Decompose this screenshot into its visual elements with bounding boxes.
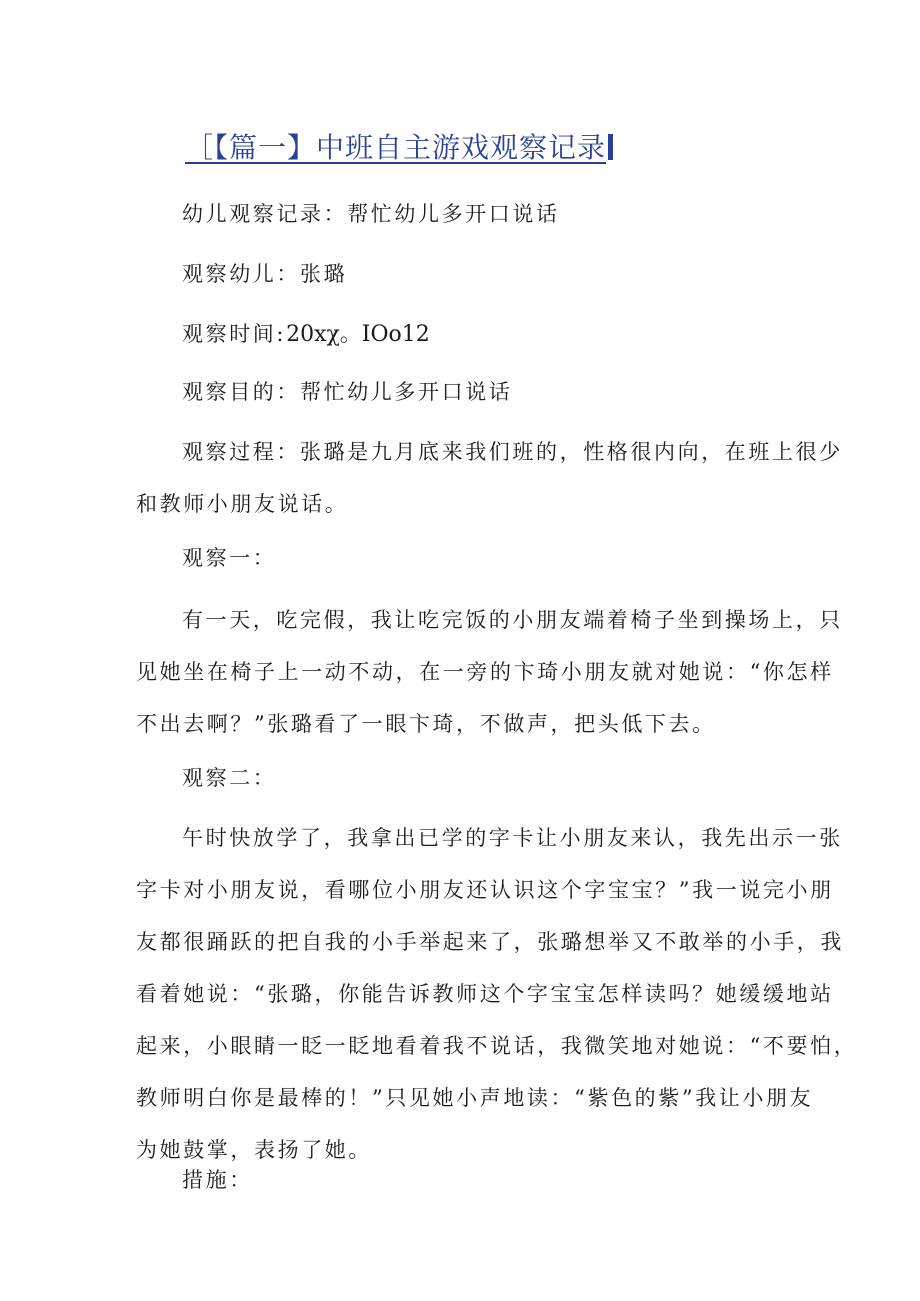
observation-process-paragraph: [136, 426, 843, 530]
observation-one-paragraph: [136, 594, 843, 750]
paragraph-line: 看着她说：“张璐，你能告诉教师这个字宝宝怎样读吗？她缓缓地站: [136, 982, 834, 1006]
paragraph-line: 字卡对小朋友说，看哪位小朋友还认识这个字宝宝？”我一说完小朋: [136, 878, 834, 902]
paragraph-line: 教师明白你是最棒的！”只见她小声地读：“紫色的紫”我让小朋友: [136, 1086, 814, 1110]
paragraph-line: 和教师小朋友说话。: [136, 492, 349, 516]
observation-purpose: 观察目的：帮忙幼儿多开口说话: [182, 380, 513, 404]
paragraph-line: 观察过程：张璐是九月底来我们班的，性格很内向，在班上很少: [182, 440, 843, 464]
paragraph-line: 午时快放学了，我拿出已学的字卡让小朋友来认，我先出示一张: [182, 826, 843, 850]
measures-heading: 措施：: [182, 1168, 253, 1192]
paragraph-line: 有一天，吃完假，我让吃完饭的小朋友端着椅子坐到操场上，只: [182, 608, 843, 632]
observation-two-paragraph: [136, 812, 858, 1176]
paragraph-line: 起来，小眼睛一眨一眨地看着我不说话，我微笑地对她说：“不要怕，: [136, 1034, 858, 1058]
observed-child: 观察幼儿：张璐: [182, 262, 348, 286]
paragraph-line: 为她鼓掌，表扬了她。: [136, 1138, 372, 1162]
observation-time-value: 20xχ。IOo12: [286, 322, 430, 347]
record-subject: 幼儿观察记录：帮忙幼儿多开口说话: [182, 202, 560, 226]
paragraph-line: 见她坐在椅子上一动不动，在一旁的卞琦小朋友就对她说：“你怎样: [136, 660, 834, 684]
title-text: ［【篇一】中班自主游戏观察记录: [185, 131, 607, 164]
observation-one-heading: 观察一：: [182, 546, 277, 570]
observation-time: [182, 318, 430, 351]
observation-two-heading: 观察二：: [182, 766, 277, 790]
observation-time-label: 观察时间:: [182, 322, 287, 346]
paragraph-line: 不出去啊？”张璐看了一眼卞琦，不做声，把头低下去。: [136, 712, 716, 736]
document-title: [185, 128, 613, 168]
paragraph-line: 友都很踊跃的把自我的小手举起来了，张璐想举又不敢举的小手，我: [136, 930, 844, 954]
title-end-bar: [608, 134, 613, 160]
